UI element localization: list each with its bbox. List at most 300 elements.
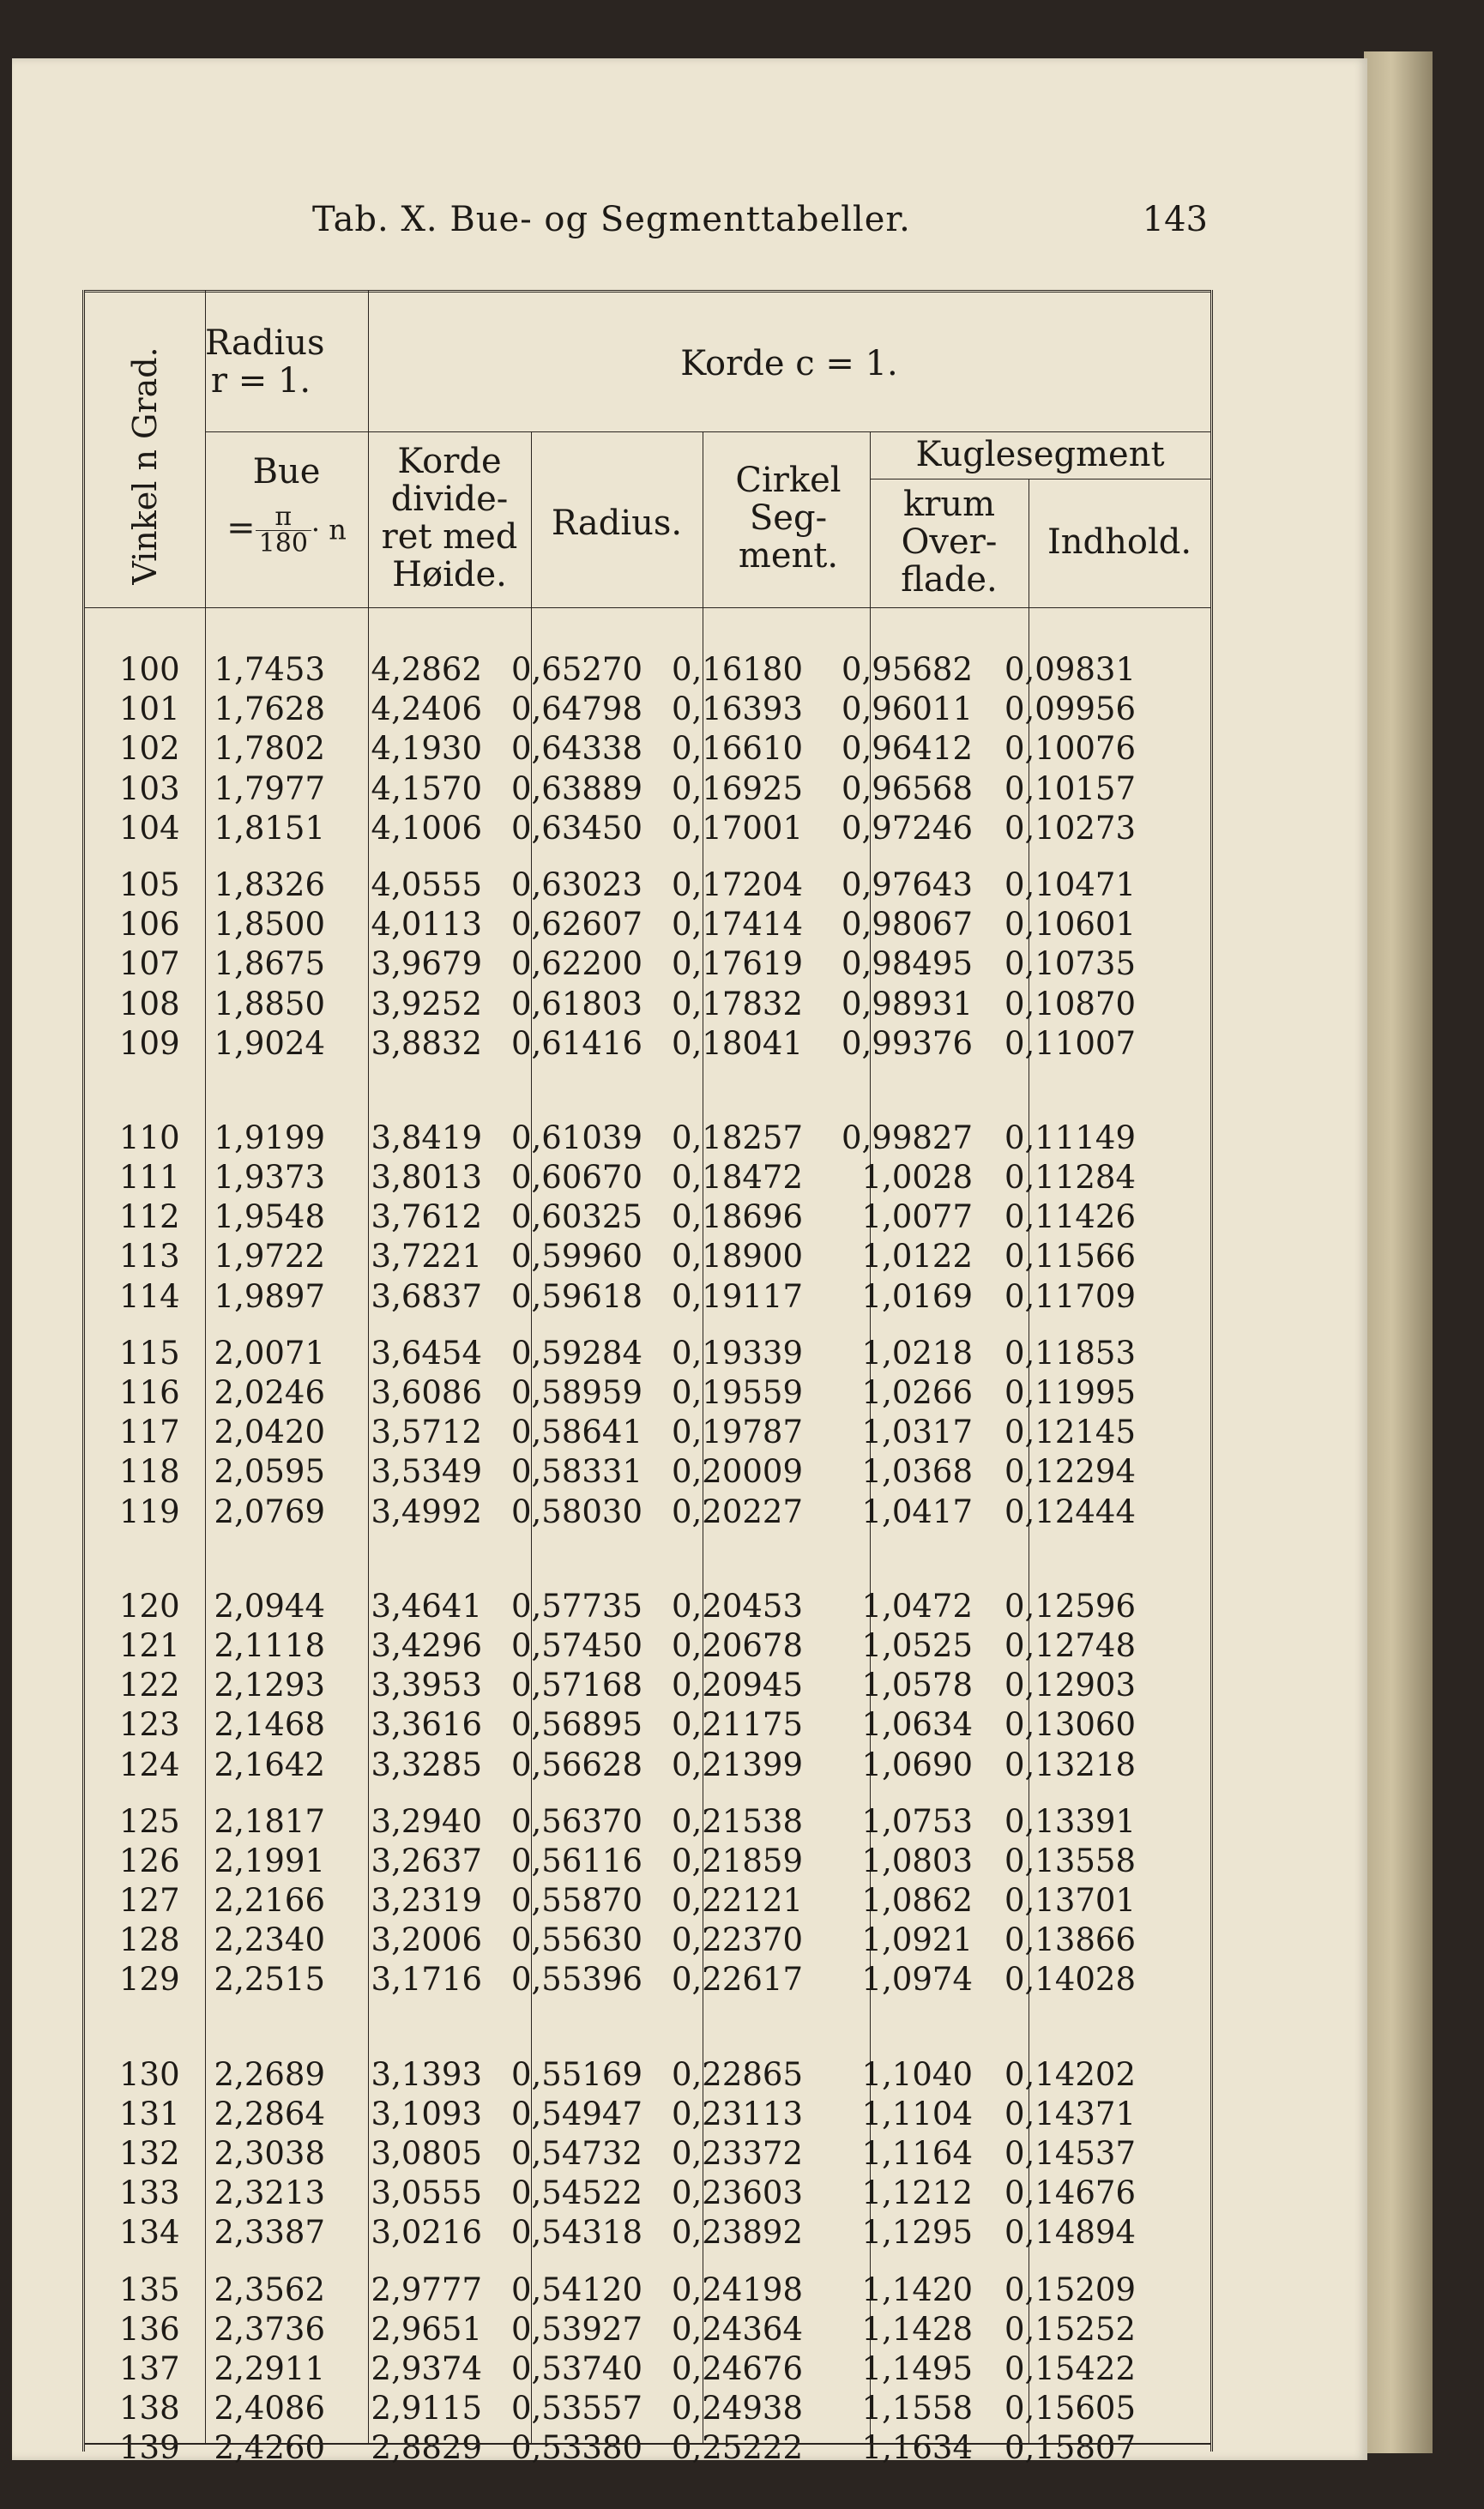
table-row [85, 1705, 1210, 1745]
header-radius: Radius r = 1. [205, 323, 325, 401]
cell-korde-divideret: 4,1006 [371, 809, 482, 847]
cell-bue: 1,7977 [214, 769, 325, 807]
cell-krum-overflade: 0,98931 [841, 985, 973, 1022]
header-cirkel-segment: Cirkel Seg- ment. [735, 461, 842, 576]
cell-cirkel-segment: 0,16925 [671, 769, 803, 807]
cell-cirkel-segment: 0,20945 [671, 1667, 803, 1704]
cell-korde-divideret: 3,6837 [371, 1277, 482, 1315]
table-row [85, 1802, 1210, 1842]
table-row [85, 1024, 1210, 1064]
cell-korde-divideret: 3,4641 [371, 1587, 482, 1625]
cell-radius: 0,65270 [510, 651, 642, 688]
cell-radius: 0,57735 [510, 1587, 642, 1625]
cell-vinkel: 106 [119, 906, 180, 944]
cell-vinkel: 120 [119, 1587, 180, 1625]
cell-indhold: 0,15807 [1004, 2429, 1136, 2467]
cell-indhold: 0,13060 [1004, 1706, 1136, 1744]
cell-korde-divideret: 3,1716 [371, 1961, 482, 1999]
cell-cirkel-segment: 0,20227 [671, 1493, 803, 1530]
cell-vinkel: 137 [119, 2349, 180, 2387]
cell-indhold: 0,13701 [1004, 1882, 1136, 1920]
table-row [85, 985, 1210, 1024]
cell-bue: 2,1991 [214, 1842, 325, 1879]
cell-cirkel-segment: 0,21399 [671, 1746, 803, 1783]
cell-bue: 2,1817 [214, 1802, 325, 1840]
cell-korde-divideret: 3,0216 [371, 2214, 482, 2252]
cell-bue: 2,4260 [214, 2429, 325, 2467]
cell-cirkel-segment: 0,18472 [671, 1159, 803, 1197]
table-row [85, 1746, 1210, 1785]
cell-cirkel-segment: 0,18041 [671, 1024, 803, 1062]
cell-krum-overflade: 1,1040 [861, 2055, 973, 2093]
table-row [85, 769, 1210, 809]
table-row [85, 1587, 1210, 1626]
cell-radius: 0,61416 [510, 1024, 642, 1062]
cell-korde-divideret: 3,2637 [371, 1842, 482, 1879]
cell-radius: 0,63889 [510, 769, 642, 807]
cell-krum-overflade: 1,0753 [861, 1802, 973, 1840]
cell-indhold: 0,13391 [1004, 1802, 1136, 1840]
row-group [85, 865, 1210, 1064]
cell-indhold: 0,11853 [1004, 1334, 1136, 1372]
cell-cirkel-segment: 0,20009 [671, 1453, 803, 1491]
cell-cirkel-segment: 0,21859 [671, 1842, 803, 1879]
cell-krum-overflade: 1,0578 [861, 1667, 973, 1704]
cell-indhold: 0,11149 [1004, 1119, 1136, 1156]
cell-cirkel-segment: 0,25222 [671, 2429, 803, 2467]
cell-cirkel-segment: 0,22121 [671, 1882, 803, 1920]
cell-bue: 2,3038 [214, 2135, 325, 2172]
cell-cirkel-segment: 0,17001 [671, 809, 803, 847]
cell-cirkel-segment: 0,24938 [671, 2390, 803, 2428]
cell-krum-overflade: 1,0525 [861, 1626, 973, 1664]
header-bottom-rule [85, 607, 1210, 608]
cell-radius: 0,62200 [510, 945, 642, 983]
cell-indhold: 0,14676 [1004, 2174, 1136, 2212]
cell-vinkel: 138 [119, 2390, 180, 2428]
cell-indhold: 0,14537 [1004, 2135, 1136, 2172]
table-row [85, 2428, 1210, 2468]
cell-vinkel: 130 [119, 2055, 180, 2093]
cell-bue: 1,7453 [214, 651, 325, 688]
cell-bue: 2,4086 [214, 2390, 325, 2428]
header-indhold: Indhold. [1047, 522, 1192, 562]
cell-cirkel-segment: 0,22617 [671, 1961, 803, 1999]
cell-vinkel: 105 [119, 865, 180, 903]
cell-radius: 0,55630 [510, 1921, 642, 1959]
cell-radius: 0,64338 [510, 730, 642, 768]
cell-korde-divideret: 4,2406 [371, 691, 482, 728]
cell-radius: 0,58331 [510, 1453, 642, 1491]
table-row [85, 809, 1210, 848]
cell-radius: 0,56895 [510, 1706, 642, 1744]
cell-cirkel-segment: 0,19339 [671, 1334, 803, 1372]
table-body [85, 650, 1210, 2469]
cell-bue: 2,0420 [214, 1414, 325, 1451]
cell-cirkel-segment: 0,16180 [671, 651, 803, 688]
row-group [85, 1334, 1210, 1532]
cell-bue: 1,7628 [214, 691, 325, 728]
cell-radius: 0,58641 [510, 1414, 642, 1451]
cell-radius: 0,54522 [510, 2174, 642, 2212]
cell-bue: 2,2515 [214, 1961, 325, 1999]
cell-radius: 0,63023 [510, 865, 642, 903]
bue-formula-suffix: · n [311, 513, 347, 546]
cell-vinkel: 109 [119, 1024, 180, 1062]
cell-radius: 0,54120 [510, 2271, 642, 2308]
cell-krum-overflade: 0,96011 [841, 691, 973, 728]
table-row [85, 1452, 1210, 1492]
cell-radius: 0,59284 [510, 1334, 642, 1372]
cell-indhold: 0,09831 [1004, 651, 1136, 688]
table-row [85, 1277, 1210, 1317]
cell-krum-overflade: 1,1295 [861, 2214, 973, 2252]
cell-krum-overflade: 1,0028 [861, 1159, 973, 1197]
cell-korde-divideret: 3,6086 [371, 1374, 482, 1411]
header-krum-overflade: krum Over- flade. [901, 485, 998, 600]
cell-vinkel: 124 [119, 1746, 180, 1783]
header-radius-col: Radius. [551, 504, 683, 543]
cell-vinkel: 110 [119, 1119, 180, 1156]
cell-korde-divideret: 3,5712 [371, 1414, 482, 1451]
cell-cirkel-segment: 0,20453 [671, 1587, 803, 1625]
cell-krum-overflade: 1,0218 [861, 1334, 973, 1372]
cell-bue: 1,9722 [214, 1238, 325, 1276]
table-row [85, 905, 1210, 944]
cell-korde-divideret: 4,1930 [371, 730, 482, 768]
cell-krum-overflade: 1,1495 [861, 2349, 973, 2387]
cell-radius: 0,54947 [510, 2095, 642, 2132]
cell-vinkel: 114 [119, 1277, 180, 1315]
table-row [85, 690, 1210, 729]
table-row [85, 1334, 1210, 1373]
cell-korde-divideret: 3,7221 [371, 1238, 482, 1276]
cell-korde-divideret: 3,8419 [371, 1119, 482, 1156]
table-bottom-rule [85, 2443, 1210, 2445]
cell-indhold: 0,14028 [1004, 1961, 1136, 1999]
cell-radius: 0,58030 [510, 1493, 642, 1530]
cell-korde-divideret: 2,9651 [371, 2310, 482, 2348]
table-row [85, 1158, 1210, 1197]
table-row [85, 1666, 1210, 1705]
cell-indhold: 0,12748 [1004, 1626, 1136, 1664]
cell-indhold: 0,11566 [1004, 1238, 1136, 1276]
cell-radius: 0,60325 [510, 1198, 642, 1236]
cell-indhold: 0,12596 [1004, 1587, 1136, 1625]
table-row [85, 1921, 1210, 1960]
cell-bue: 2,2340 [214, 1921, 325, 1959]
cell-korde-divideret: 3,2319 [371, 1882, 482, 1920]
cell-bue: 2,0071 [214, 1334, 325, 1372]
cell-radius: 0,59618 [510, 1277, 642, 1315]
table-row [85, 944, 1210, 984]
cell-korde-divideret: 3,0555 [371, 2174, 482, 2212]
cell-vinkel: 125 [119, 1802, 180, 1840]
cell-vinkel: 104 [119, 809, 180, 847]
cell-krum-overflade: 1,0169 [861, 1277, 973, 1315]
cell-indhold: 0,15605 [1004, 2390, 1136, 2428]
cell-krum-overflade: 1,1212 [861, 2174, 973, 2212]
cell-vinkel: 129 [119, 1961, 180, 1999]
cell-vinkel: 122 [119, 1667, 180, 1704]
cell-vinkel: 107 [119, 945, 180, 983]
cell-cirkel-segment: 0,21538 [671, 1802, 803, 1840]
cell-vinkel: 100 [119, 651, 180, 688]
cell-radius: 0,54732 [510, 2135, 642, 2172]
cell-vinkel: 134 [119, 2214, 180, 2252]
cell-vinkel: 112 [119, 1198, 180, 1236]
cell-bue: 2,0595 [214, 1453, 325, 1491]
cell-krum-overflade: 0,97643 [841, 865, 973, 903]
cell-korde-divideret: 3,9252 [371, 985, 482, 1022]
cell-cirkel-segment: 0,18900 [671, 1238, 803, 1276]
cell-krum-overflade: 1,0862 [861, 1882, 973, 1920]
cell-krum-overflade: 1,0317 [861, 1414, 973, 1451]
cell-bue: 1,9548 [214, 1198, 325, 1236]
cell-vinkel: 101 [119, 691, 180, 728]
table-row [85, 2095, 1210, 2134]
cell-indhold: 0,11995 [1004, 1374, 1136, 1411]
cell-bue: 1,9373 [214, 1159, 325, 1197]
header-title: Tab. X. Bue- og Segmenttabeller. [312, 200, 911, 239]
cell-cirkel-segment: 0,23113 [671, 2095, 803, 2132]
cell-korde-divideret: 3,0805 [371, 2135, 482, 2172]
table-row [85, 2213, 1210, 2253]
cell-indhold: 0,10601 [1004, 906, 1136, 944]
cell-cirkel-segment: 0,24198 [671, 2271, 803, 2308]
cell-bue: 2,2864 [214, 2095, 325, 2132]
cell-radius: 0,53557 [510, 2390, 642, 2428]
cell-radius: 0,57168 [510, 1667, 642, 1704]
cell-radius: 0,56116 [510, 1842, 642, 1879]
table-row [85, 2134, 1210, 2174]
table-row [85, 1197, 1210, 1237]
cell-korde-divideret: 4,1570 [371, 769, 482, 807]
cell-vinkel: 132 [119, 2135, 180, 2172]
cell-indhold: 0,15422 [1004, 2349, 1136, 2387]
cell-krum-overflade: 1,1558 [861, 2390, 973, 2428]
table-row [85, 729, 1210, 769]
cell-korde-divideret: 3,7612 [371, 1198, 482, 1236]
table-row [85, 1413, 1210, 1452]
cell-cirkel-segment: 0,23372 [671, 2135, 803, 2172]
cell-korde-divideret: 2,8829 [371, 2429, 482, 2467]
cell-vinkel: 131 [119, 2095, 180, 2132]
cell-vinkel: 136 [119, 2310, 180, 2348]
cell-korde-divideret: 3,5349 [371, 1453, 482, 1491]
bue-segment-table [82, 290, 1213, 2467]
page-number: 143 [1142, 200, 1208, 239]
cell-bue: 1,8151 [214, 809, 325, 847]
cell-korde-divideret: 3,3616 [371, 1706, 482, 1744]
cell-bue: 2,1293 [214, 1667, 325, 1704]
cell-vinkel: 102 [119, 730, 180, 768]
table-row [85, 1881, 1210, 1921]
cell-bue: 2,3213 [214, 2174, 325, 2212]
cell-vinkel: 126 [119, 1842, 180, 1879]
cell-korde-divideret: 2,9777 [371, 2271, 482, 2308]
cell-korde-divideret: 4,2862 [371, 651, 482, 688]
table-top-rule [85, 290, 1210, 293]
table-row [85, 2055, 1210, 2095]
table-row [85, 2389, 1210, 2428]
cell-krum-overflade: 1,1428 [861, 2310, 973, 2348]
cell-bue: 2,0246 [214, 1374, 325, 1411]
cell-krum-overflade: 1,0122 [861, 1238, 973, 1276]
cell-radius: 0,53740 [510, 2349, 642, 2387]
header-kuglesegment: Kuglesegment [915, 435, 1165, 474]
cell-bue: 1,8500 [214, 906, 325, 944]
cell-vinkel: 123 [119, 1706, 180, 1744]
row-group [85, 1119, 1210, 1317]
cell-vinkel: 128 [119, 1921, 180, 1959]
row-group [85, 2055, 1210, 2253]
cell-cirkel-segment: 0,22865 [671, 2055, 803, 2093]
bue-formula [205, 504, 368, 557]
header-bue [205, 453, 368, 557]
cell-radius: 0,55396 [510, 1961, 642, 1999]
cell-radius: 0,61803 [510, 985, 642, 1022]
cell-krum-overflade: 0,96568 [841, 769, 973, 807]
cell-vinkel: 127 [119, 1882, 180, 1920]
cell-krum-overflade: 0,99376 [841, 1024, 973, 1062]
cell-vinkel: 108 [119, 985, 180, 1022]
cell-korde-divideret: 4,0555 [371, 865, 482, 903]
cell-bue: 2,1642 [214, 1746, 325, 1783]
page [12, 58, 1367, 2467]
cell-indhold: 0,13218 [1004, 1746, 1136, 1783]
cell-indhold: 0,14894 [1004, 2214, 1136, 2252]
table-row [85, 2349, 1210, 2389]
table-row [85, 1960, 1210, 1999]
cell-radius: 0,55870 [510, 1882, 642, 1920]
cell-korde-divideret: 3,1393 [371, 2055, 482, 2093]
cell-bue: 2,3736 [214, 2310, 325, 2348]
cell-indhold: 0,12903 [1004, 1667, 1136, 1704]
cell-indhold: 0,10735 [1004, 945, 1136, 983]
cell-cirkel-segment: 0,19559 [671, 1374, 803, 1411]
cell-korde-divideret: 2,9115 [371, 2390, 482, 2428]
cell-radius: 0,53380 [510, 2429, 642, 2467]
cell-bue: 1,7802 [214, 730, 325, 768]
cell-korde-divideret: 3,2940 [371, 1802, 482, 1840]
cell-radius: 0,55169 [510, 2055, 642, 2093]
cell-cirkel-segment: 0,24676 [671, 2349, 803, 2387]
cell-cirkel-segment: 0,16393 [671, 691, 803, 728]
header-korde-divideret: Korde divide- ret med Høide. [381, 442, 518, 594]
cell-radius: 0,58959 [510, 1374, 642, 1411]
cell-bue: 2,3562 [214, 2271, 325, 2308]
table-row [85, 1119, 1210, 1158]
table-row [85, 1842, 1210, 1881]
cell-bue: 1,8675 [214, 945, 325, 983]
running-header [12, 200, 1208, 251]
cell-cirkel-segment: 0,19117 [671, 1277, 803, 1315]
cell-cirkel-segment: 0,17204 [671, 865, 803, 903]
cell-vinkel: 121 [119, 1626, 180, 1664]
table-row [85, 2310, 1210, 2349]
cell-indhold: 0,13866 [1004, 1921, 1136, 1959]
header-rule [368, 431, 1210, 432]
cell-indhold: 0,10157 [1004, 769, 1136, 807]
bue-formula-prefix: = [226, 508, 256, 548]
cell-bue: 2,1468 [214, 1706, 325, 1744]
cell-bue: 1,9024 [214, 1024, 325, 1062]
cell-indhold: 0,10870 [1004, 985, 1136, 1022]
header-korde: Korde c = 1. [680, 344, 898, 383]
cell-krum-overflade: 0,98067 [841, 906, 973, 944]
cell-cirkel-segment: 0,24364 [671, 2310, 803, 2348]
cell-indhold: 0,14371 [1004, 2095, 1136, 2132]
table-row [85, 1237, 1210, 1276]
cell-bue: 2,3387 [214, 2214, 325, 2252]
cell-krum-overflade: 1,0921 [861, 1921, 973, 1959]
cell-vinkel: 117 [119, 1414, 180, 1451]
cell-cirkel-segment: 0,17832 [671, 985, 803, 1022]
table-row [85, 2271, 1210, 2310]
cell-indhold: 0,10076 [1004, 730, 1136, 768]
cell-radius: 0,56628 [510, 1746, 642, 1783]
cell-vinkel: 103 [119, 769, 180, 807]
cell-vinkel: 135 [119, 2271, 180, 2308]
cell-krum-overflade: 1,0974 [861, 1961, 973, 1999]
cell-bue: 2,2689 [214, 2055, 325, 2093]
cell-krum-overflade: 1,0472 [861, 1587, 973, 1625]
row-group [85, 2271, 1210, 2469]
cell-bue: 2,2166 [214, 1882, 325, 1920]
cell-vinkel: 133 [119, 2174, 180, 2212]
cell-bue: 1,8850 [214, 985, 325, 1022]
cell-krum-overflade: 1,1164 [861, 2135, 973, 2172]
table-row [85, 865, 1210, 905]
cell-bue: 1,8326 [214, 865, 325, 903]
cell-indhold: 0,12444 [1004, 1493, 1136, 1530]
pi-over-180-fraction: $\frac{\pi}{180}$ [256, 504, 311, 557]
cell-korde-divideret: 3,4992 [371, 1493, 482, 1530]
cell-cirkel-segment: 0,16610 [671, 730, 803, 768]
cell-cirkel-segment: 0,18257 [671, 1119, 803, 1156]
cell-indhold: 0,11007 [1004, 1024, 1136, 1062]
cell-vinkel: 111 [119, 1159, 180, 1197]
row-group [85, 650, 1210, 848]
cell-cirkel-segment: 0,23892 [671, 2214, 803, 2252]
cell-indhold: 0,09956 [1004, 691, 1136, 728]
cell-korde-divideret: 3,3285 [371, 1746, 482, 1783]
cell-krum-overflade: 0,97246 [841, 809, 973, 847]
cell-vinkel: 115 [119, 1334, 180, 1372]
cell-krum-overflade: 1,0368 [861, 1453, 973, 1491]
table-row [85, 1626, 1210, 1666]
cell-vinkel: 118 [119, 1453, 180, 1491]
cell-krum-overflade: 0,96412 [841, 730, 973, 768]
cell-korde-divideret: 3,9679 [371, 945, 482, 983]
cell-cirkel-segment: 0,18696 [671, 1198, 803, 1236]
cell-cirkel-segment: 0,23603 [671, 2174, 803, 2212]
cell-krum-overflade: 1,0690 [861, 1746, 973, 1783]
cell-indhold: 0,11709 [1004, 1277, 1136, 1315]
page-edge [1364, 51, 1433, 2453]
cell-indhold: 0,11284 [1004, 1159, 1136, 1197]
cell-indhold: 0,12294 [1004, 1453, 1136, 1491]
cell-krum-overflade: 0,95682 [841, 651, 973, 688]
cell-krum-overflade: 1,0266 [861, 1374, 973, 1411]
header-rule [205, 431, 368, 432]
table-row [85, 1373, 1210, 1413]
cell-radius: 0,64798 [510, 691, 642, 728]
cell-cirkel-segment: 0,17414 [671, 906, 803, 944]
cell-indhold: 0,15209 [1004, 2271, 1136, 2308]
cell-indhold: 0,14202 [1004, 2055, 1136, 2093]
